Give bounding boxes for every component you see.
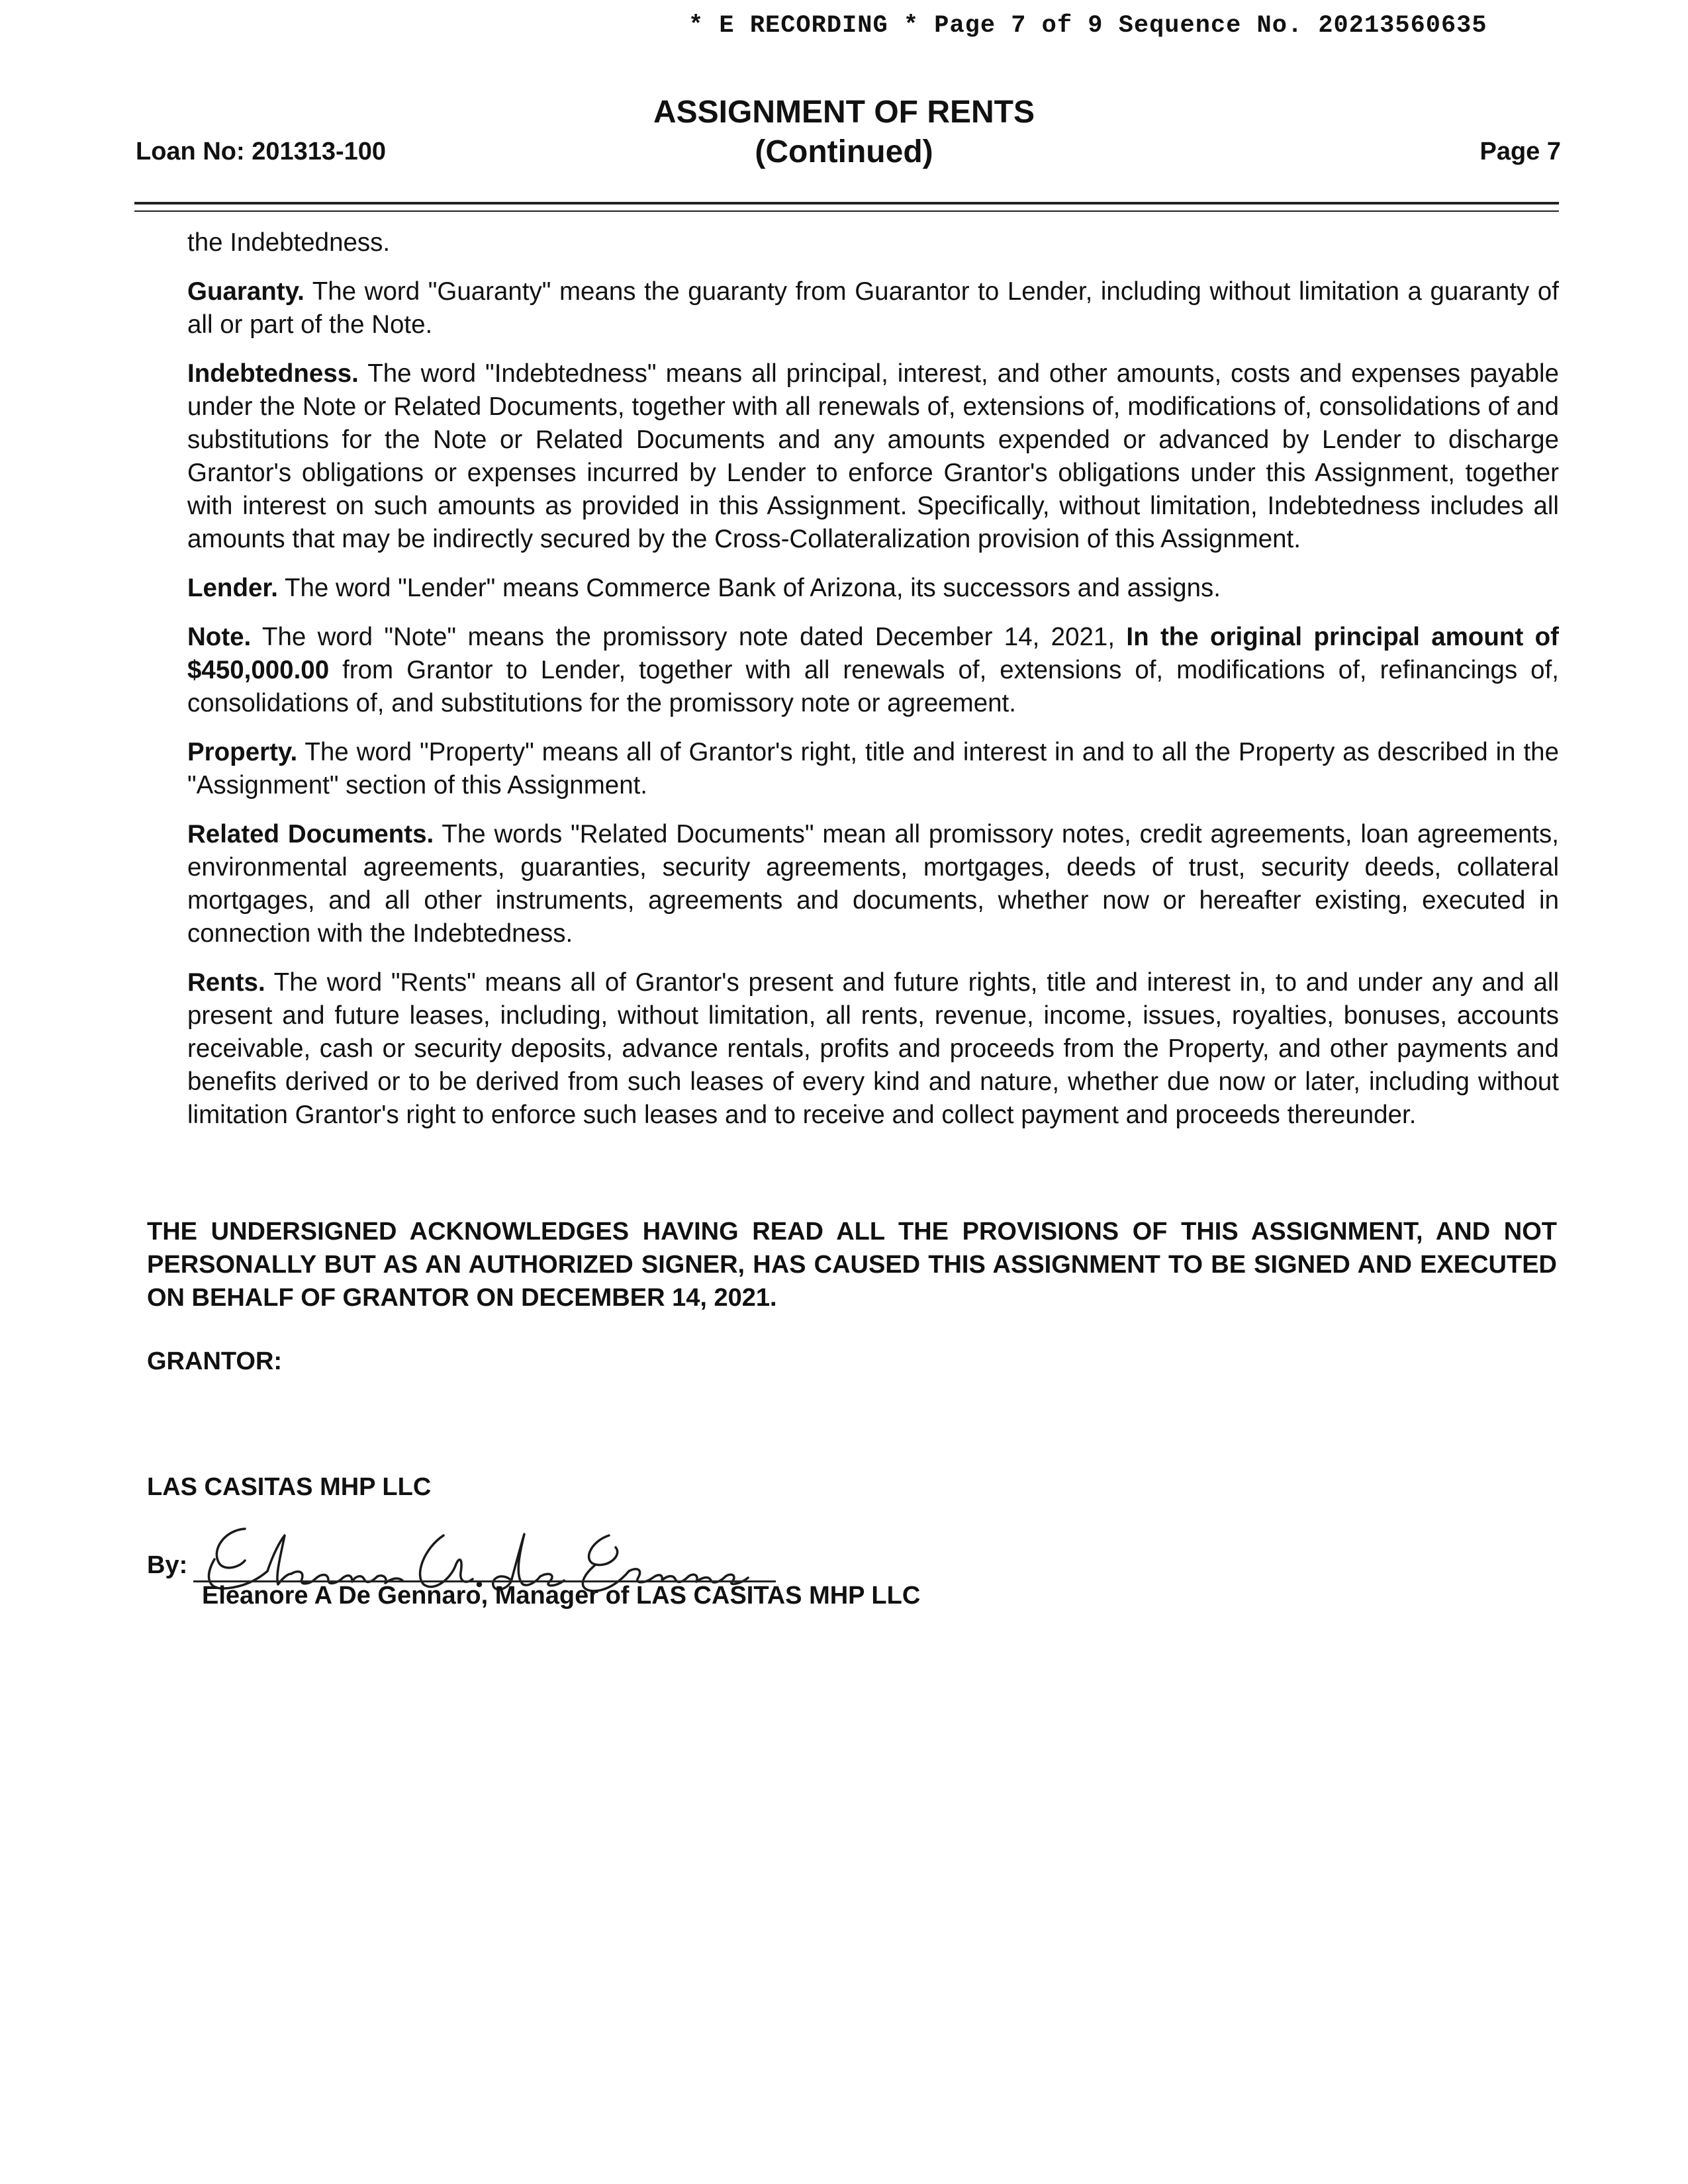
definition-text: The word "Note" means the promissory note dated December 14, 2021, [261, 623, 1115, 651]
definitions-body [187, 226, 1559, 1148]
page-number: Page 7 [1479, 138, 1561, 165]
loan-number: Loan No: 201313-100 [136, 138, 387, 165]
header-rule-thin [134, 210, 1559, 212]
definition-text: The word "Lender" means Commerce Bank of Arizona, its successors and assigns. [284, 574, 1221, 602]
definition-lender [187, 572, 1559, 605]
definition-note [187, 621, 1559, 720]
definition-term: Indebtedness. [187, 359, 359, 388]
definition-text: from Grantor to Lender, together with all renewals of, extensions of, modifications of, refinancings of, consolidations of, and substitutions for the promissory note or agreement. [187, 656, 1559, 717]
definition-text: The word "Indebtedness" means all principal, interest, and other amounts, costs and expenses payable under the Note or Related Documents, together with all renewals of, extensions of, modifications of, consolidations of and substitutions for the Note or Related Documents and any amounts expended or advanced by Lender to discharge Grantor's obligations or expenses incurred by Lender to enforce Grantor's obligations under this Assignment, together with interest on such amounts as provided in this Assignment. Specifically, without limitation, Indebtedness includes all amounts that may be indirectly secured by the Cross-Collateralization provision of this Assignment. [187, 359, 1559, 553]
document-subtitle: (Continued) [755, 134, 933, 169]
definition-guaranty [187, 275, 1559, 341]
definition-term: Note. [187, 623, 252, 651]
recording-stamp: * E RECORDING * Page 7 of 9 Sequence No. 20213560635 [688, 12, 1487, 40]
document-title: ASSIGNMENT OF RENTS [653, 95, 1035, 130]
definition-rents [187, 966, 1559, 1132]
definition-text: The word "Property" means all of Grantor's right, title and interest in and to all the Property as described in the "Assignment" section of this Assignment. [187, 738, 1559, 799]
definition-text: The words "Related Documents" mean all promissory notes, credit agreements, loan agreements, environmental agreements, guaranties, security agreements, mortgages, deeds of trust, security deeds, collateral mortgages, and all other instruments, agreements and documents, whether now or hereafter existing, executed in connection with the Indebtedness. [187, 820, 1559, 948]
grantor-entity-name: LAS CASITAS MHP LLC [147, 1473, 432, 1501]
header-rule [134, 202, 1559, 205]
definition-text: The word "Rents" means all of Grantor's present and future rights, title and interest in, to and under any and all present and future leases, including, without limitation, all rents, revenue, income, issues, royalties, bonuses, accounts receivable, cash or security deposits, advance rentals, profits and proceeds from the Property, and other payments and benefits derived or to be derived from such leases of every kind and nature, whether due now or later, including without limitation Grantor's right to enforce such leases and to receive and collect payment and proceeds thereunder. [187, 968, 1559, 1129]
definition-text: The word "Guaranty" means the guaranty from Guarantor to Lender, including without limitation a guaranty of all or part of the Note. [187, 277, 1559, 339]
signer-name-title: Eleanore A De Gennaro, Manager of LAS CASITAS MHP LLC [202, 1582, 921, 1610]
definition-indebtedness [187, 357, 1559, 556]
definition-term: Guaranty. [187, 277, 305, 306]
definition-term: Related Documents. [187, 820, 434, 848]
definition-property [187, 736, 1559, 802]
principal-amount: In the original principal amount of $450,000.00 [187, 623, 1559, 684]
grantor-label: GRANTOR: [147, 1347, 283, 1375]
acknowledgment-clause: THE UNDERSIGNED ACKNOWLEDGES HAVING READ ALL THE PROVISIONS OF THIS ASSIGNMENT, AND NOT PERSONALLY BUT AS AN AUTHORIZED SIGNER, HAS CAUSED THIS ASSIGNMENT TO BE SIGNED AND EXECUTED ON BEHALF OF GRANTOR ON DECEMBER 14, 2021. [147, 1218, 1557, 1312]
definition-related-documents [187, 818, 1559, 950]
definition-term: Lender. [187, 574, 278, 602]
definition-term: Rents. [187, 968, 265, 997]
continued-text: the Indebtedness. [187, 228, 391, 257]
by-label: By: [147, 1551, 188, 1579]
definition-term: Property. [187, 738, 298, 766]
